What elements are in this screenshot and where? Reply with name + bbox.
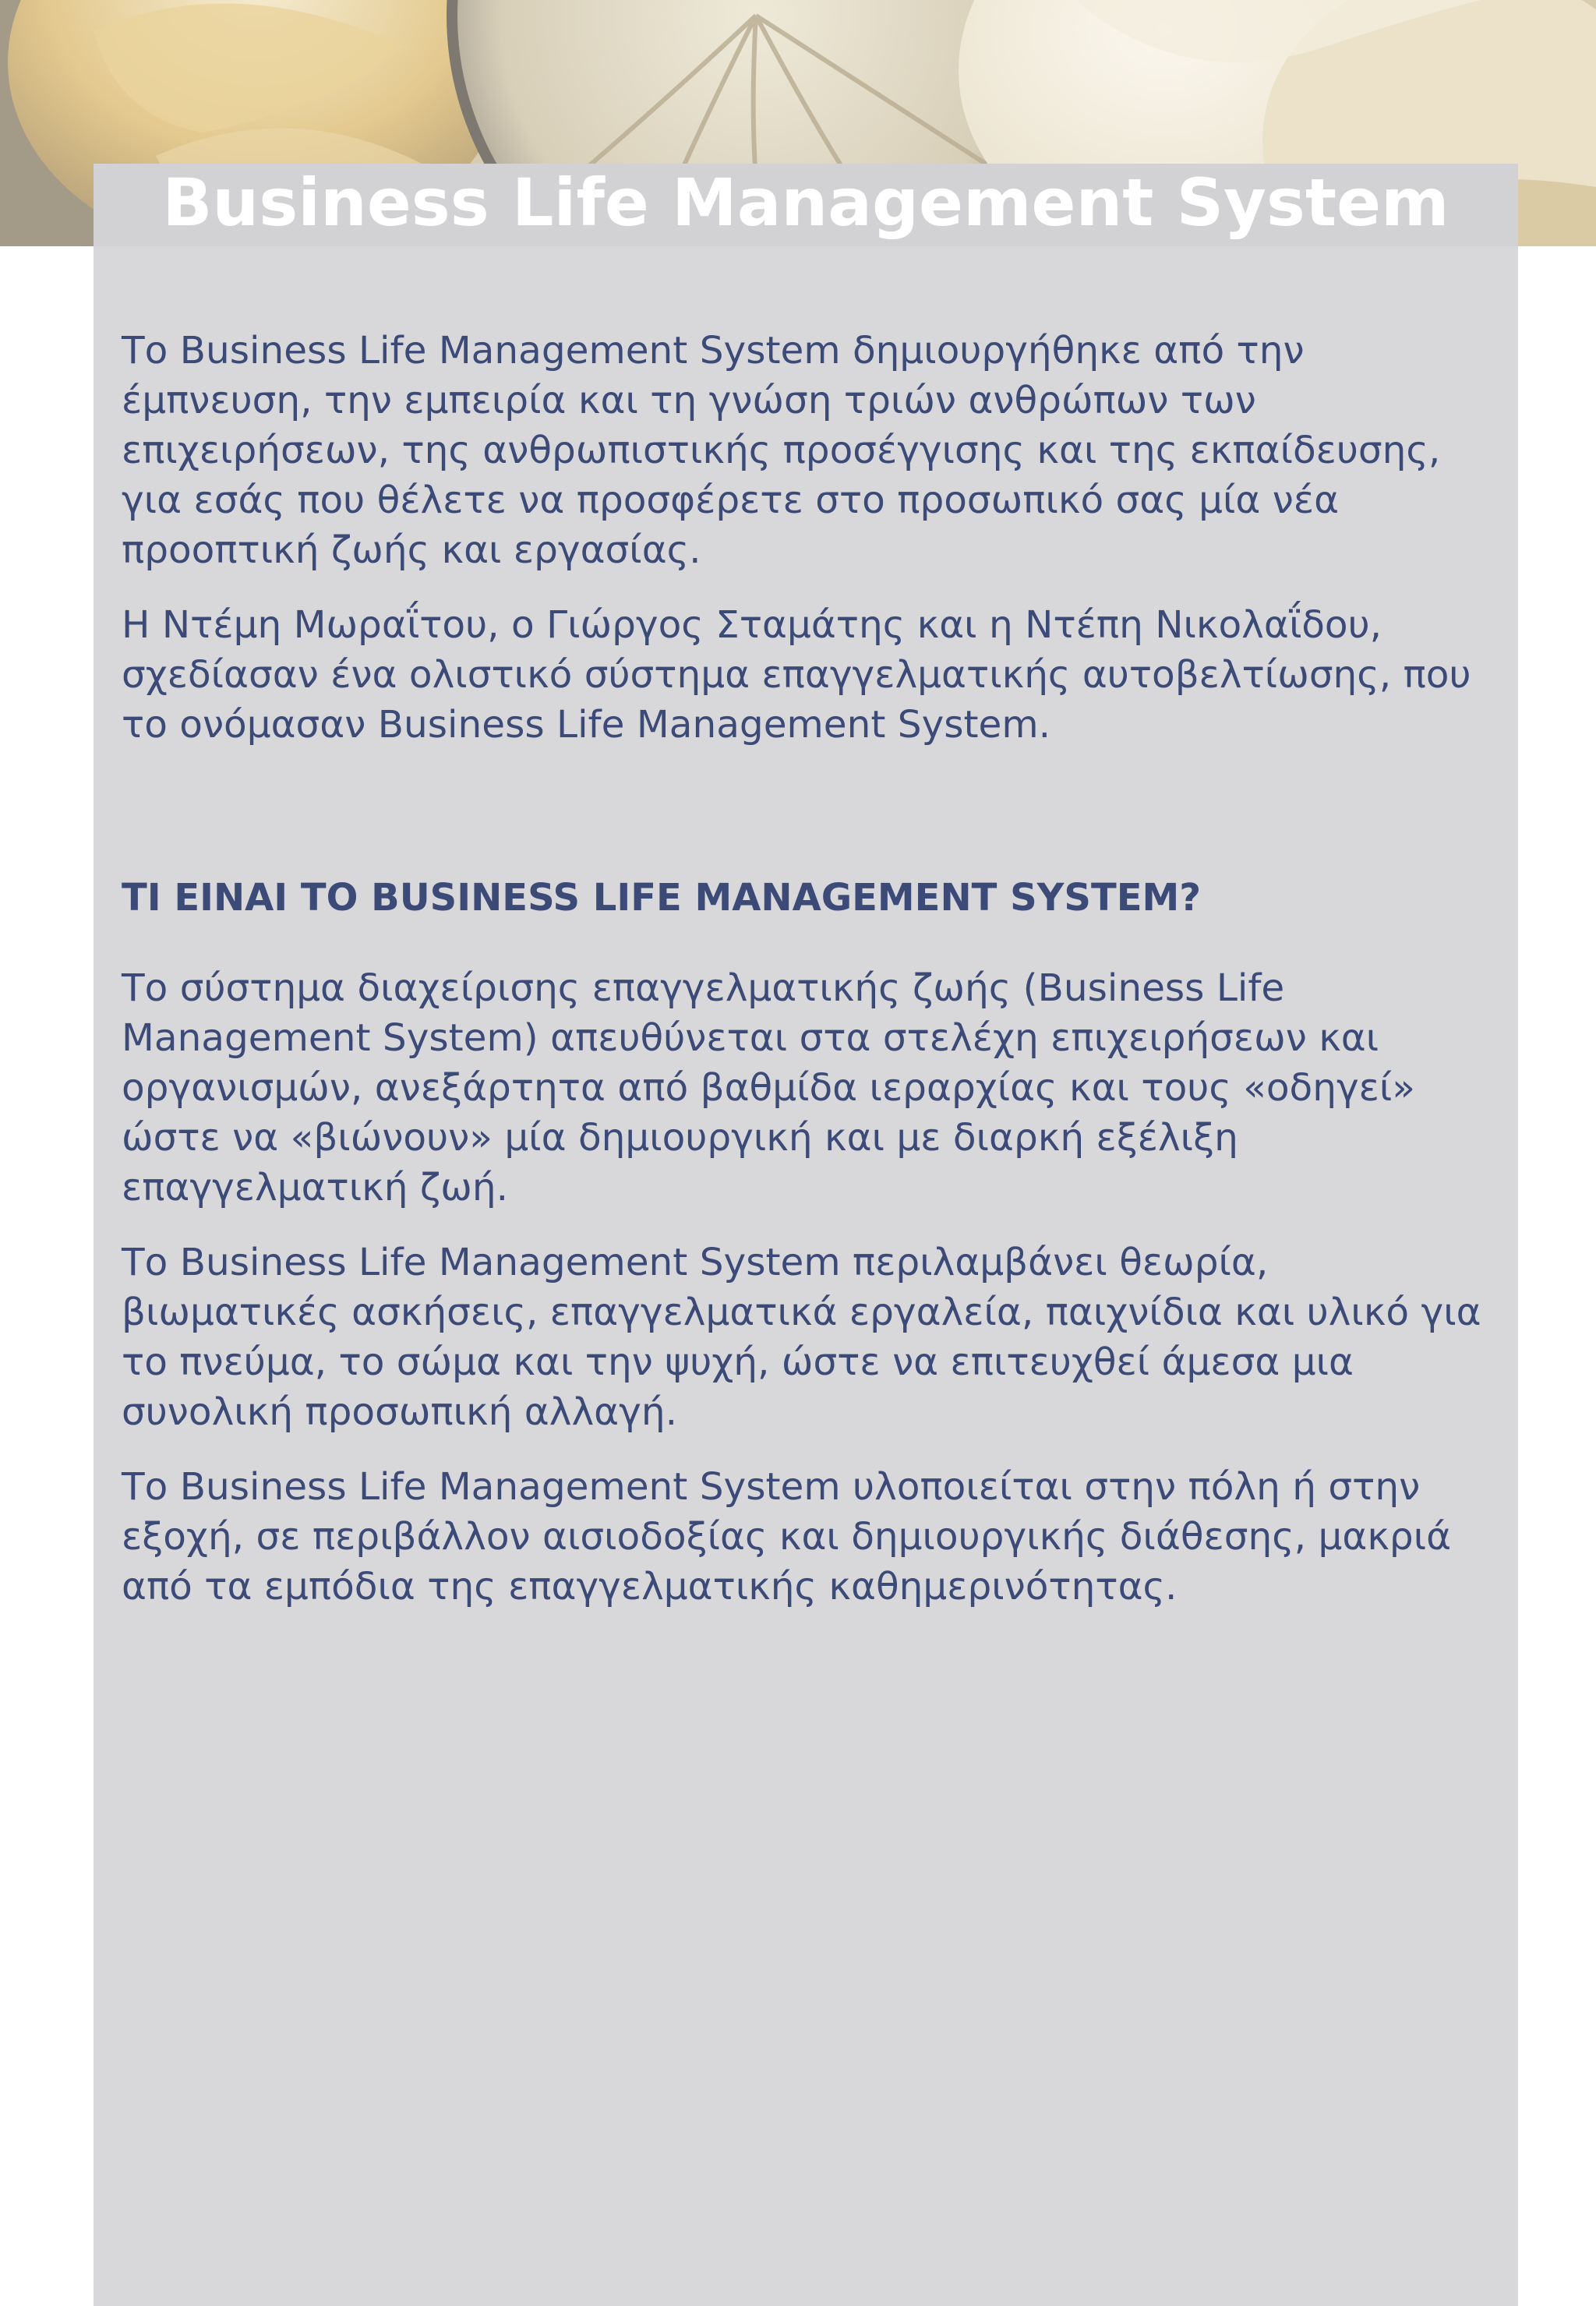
- main-content: [122, 326, 1493, 1637]
- page-title: Business Life Management System: [162, 164, 1449, 241]
- section-heading: ΤΙ ΕΙΝΑΙ ΤΟ BUSINESS LIFE MANAGEMENT SYSTEM?: [122, 876, 1202, 920]
- spacer: [122, 775, 1493, 873]
- section-paragraph: Το σύστημα διαχείρισης επαγγελματικής ζωής (Business Life Management System) απευθύνεται στα στελέχη επιχειρήσεων και οργανισμών, ανεξάρτητα από βαθμίδα ιεραρχίας και τους «οδηγεί» ώστε να «βιώνουν» μία δημιουργική και με διαρκή εξέλιξη επαγγελματική ζωή.: [122, 966, 1415, 1210]
- section-paragraph: Το Business Life Management System περιλαμβάνει θεωρία, βιωματικές ασκήσεις, επαγγελματικά εργαλεία, παιχνίδια και υλικό για το πνεύμα, το σώμα και την ψυχή, ώστε να επιτευχθεί άμεσα μια συνολική προσωπική αλλαγή.: [122, 1241, 1481, 1434]
- spacer: [122, 923, 1493, 963]
- intro-paragraph: Η Ντέμη Μωραΐτου, ο Γιώργος Σταμάτης και η Ντέπη Νικολαΐδου, σχεδίασαν ένα ολιστικό σύστημα επαγγελματικής αυτοβελτίωσης, που το ονόμασαν Business Life Management System.: [122, 603, 1471, 747]
- section-paragraph: Το Business Life Management System υλοποιείται στην πόλη ή στην εξοχή, σε περιβάλλον αισιοδοξίας και δημιουργικής διάθεσης, μακριά από τα εμπόδια της επαγγελματικής καθημερινότητας.: [122, 1465, 1452, 1609]
- intro-paragraph: Το Business Life Management System δημιουργήθηκε από την έμπνευση, την εμπειρία και τη γνώση τριών ανθρώπων των επιχειρήσεων, της ανθρωπιστικής προσέγγισης και της εκπαίδευσης, για εσάς που θέλετε να προσφέρετε στο προσωπικό σας μία νέα προοπτική ζωής και εργασίας.: [122, 329, 1441, 572]
